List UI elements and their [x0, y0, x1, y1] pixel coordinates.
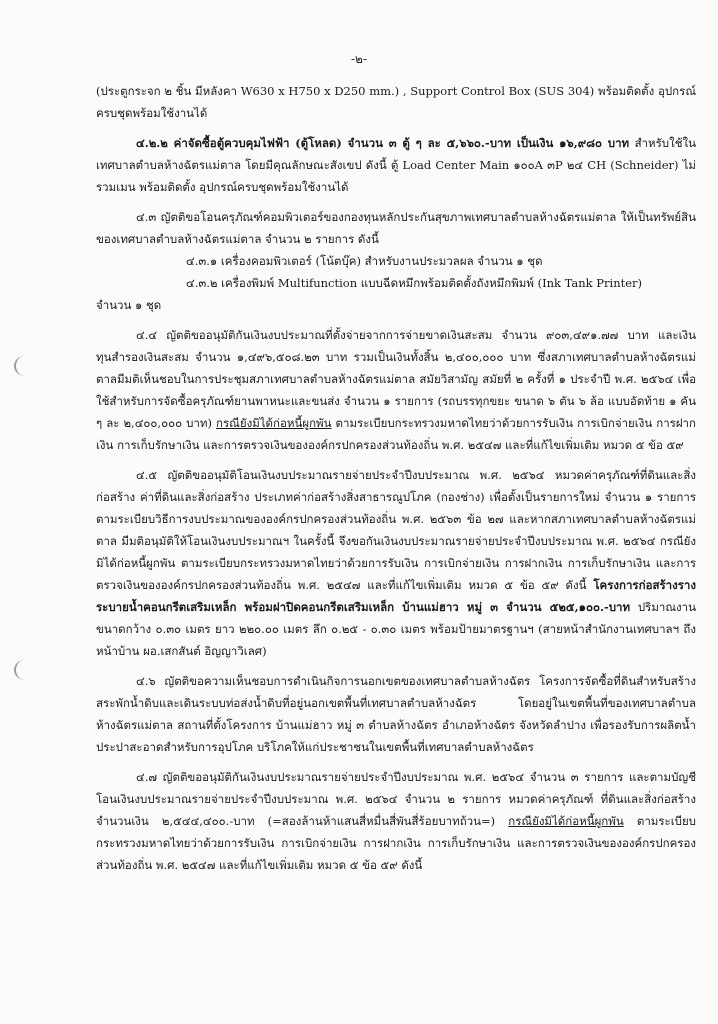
paragraph-text: ๔.๗ ญัตติขออนุมัติกันเงินงบประมาณรายจ่ายประจำปีงบประมาณ พ.ศ. ๒๕๖๔ จำนวน ๓ รายการ และตามบัญชีโอนเงินงบประมาณรายจ่ายประจำปีงบประมาณ พ.ศ. ๒๕๖๔ จำนวน ๒ รายการ หมวดค่าครุภัณฑ์ ที่ดินและสิ่งก่อสร้าง จำนวนเงิน ๒,๕๔๔,๔๐๐.-บาท (=สองล้านห้าแสนสี่หมื่นสี่พันสี่ร้อยบาทถ้วน=) [96, 770, 696, 828]
paragraph-4-5 [96, 464, 696, 662]
punch-hole-mark [14, 660, 36, 680]
paragraph-text: (ประตูกระจก ๒ ชิ้น มีหลังคา W630 x H750 x D250 mm.) , Support Control Box (SUS 304) พร้อมติดตั้ง อุปกรณ์ครบชุดพร้อมใช้งานได้ [96, 84, 696, 120]
paragraph-text: ๔.๕ ญัตติขออนุมัติโอนเงินงบประมาณรายจ่ายประจำปีงบประมาณ พ.ศ. ๒๕๖๔ หมวดค่าครุภัณฑ์ที่ดินและสิ่งก่อสร้าง ค่าที่ดินและสิ่งก่อสร้าง ประเภทค่าก่อสร้างสิ่งสาธารณูปโภค (กองช่าง) เพื่อตั้งเป็นรายการใหม่ จำนวน ๑ รายการ ตามระเบียบวิธีการงบประมาณขององค์กรปกครองส่วนท้องถิ่น พ.ศ. ๒๕๖๓ ข้อ ๒๗ และหากสภาเทศบาลตำบลห้างฉัตรแม่ตาล มีมติอนุมัติให้โอนเงินงบประมาณฯ ในครั้งนี้ จึงขอกันเงินงบประมาณรายจ่ายประจำปีงบประมาณ พ.ศ. ๒๕๖๔ กรณียังมิได้ก่อหนี้ผูกพัน ตามระเบียบกระทรวงมหาดไทยว่าด้วยการรับเงิน การเบิกจ่ายเงิน การฝากเงิน การเก็บรักษาเงิน และการตรวจเงินขององค์กรปกครองส่วนท้องถิ่น พ.ศ. ๒๕๔๗ และที่แก้ไขเพิ่มเติม หมวด ๕ ข้อ ๕๙ ดังนี้ [96, 468, 696, 592]
project-title-bold: โครงการก่อสร้างรางระบายน้ำคอนกรีตเสริมเหล็ก พร้อมฝาปิดคอนกรีตเสริมเหล็ก บ้านแม่ฮาว หมู่ ๓ จำนวน ๕๒๕,๑๐๐.-บาท [96, 578, 696, 614]
sub-item-4-3-2-continuation [96, 294, 696, 316]
sub-item-4-3-2 [96, 272, 696, 294]
paragraph-text: ๔.๓ ญัตติขอโอนครุภัณฑ์คอมพิวเตอร์ของกองทุนหลักประกันสุขภาพเทศบาลตำบลห้างฉัตรแม่ตาล ให้เป็นทรัพย์สินของเทศบาลตำบลห้างฉัตรแม่ตาล จำนวน ๒ รายการ ดังนี้ [96, 210, 696, 246]
document-body [96, 80, 696, 884]
punch-hole-mark [14, 356, 36, 376]
page-number: -๒- [350, 52, 368, 66]
sub-item-text: ๔.๓.๒ เครื่องพิมพ์ Multifunction แบบฉีดหมึกพร้อมติดตั้งถังหมึกพิมพ์ (Ink Tank Printer) [186, 276, 643, 290]
paragraph-text: ตามระเบียบกระทรวงมหาดไทยว่าด้วยการรับเงิน การเบิกจ่ายเงิน การฝากเงิน การเก็บรักษาเงิน และการตรวจเงินขององค์กรปกครองส่วนท้องถิ่น พ.ศ. ๒๕๔๗ และที่แก้ไขเพิ่มเติม หมวด ๕ ข้อ ๕๙ ดังนี้ [96, 814, 696, 872]
paragraph-4-6 [96, 670, 696, 758]
paragraph-text: ๔.๔ ญัตติขออนุมัติกันเงินงบประมาณที่ตั้งจ่ายจากการจ่ายขาดเงินสะสม จำนวน ๙๐๓,๔๙๑.๗๗ บาท และเงินทุนสำรองเงินสะสม จำนวน ๑,๔๙๖,๕๐๘.๒๓ บาท รวมเป็นเงินทั้งสิ้น ๒,๔๐๐,๐๐๐ บาท ซึ่งสภาเทศบาลตำบลห้างฉัตรแม่ตาลมีมติเห็นชอบในการประชุมสภาเทศบาลตำบลห้างฉัตรแม่ตาล สมัยวิสามัญ สมัยที่ ๒ ครั้งที่ ๑ ประจำปี พ.ศ. ๒๕๖๔ เพื่อใช้สำหรับการจัดซื้อครุภัณฑ์ยานพาหนะและขนส่ง จำนวน ๑ รายการ (รถบรรทุกขยะ ขนาด ๖ ตัน ๖ ล้อ แบบอัดท้าย ๑ คัน ๆ ละ ๒,๔๐๐,๐๐๐ บาท) [96, 328, 696, 430]
underlined-condition: กรณียังมิได้ก่อหนี้ผูกพัน [216, 416, 332, 430]
paragraph-4-7 [96, 766, 696, 876]
sub-item-text: ๔.๓.๑ เครื่องคอมพิวเตอร์ (โน้ตบุ๊ค) สำหรับงานประมวลผล จำนวน ๑ ชุด [186, 254, 543, 268]
paragraph-text: ตามระเบียบกระทรวงมหาดไทยว่าด้วยการรับเงิน การเบิกจ่ายเงิน การฝากเงิน การเก็บรักษาเงิน และการตรวจเงินขององค์กรปกครองส่วนท้องถิ่น พ.ศ. ๒๕๔๗ และที่แก้ไขเพิ่มเติม หมวด ๕ ข้อ ๕๙ [96, 416, 696, 452]
paragraph-text: ๔.๖ ญัตติขอความเห็นชอบการดำเนินกิจการนอกเขตของเทศบาลตำบลห้างฉัตร โครงการจัดซื้อที่ดินสำหรับสร้างสระพักน้ำดิบและเดินระบบท่อส่งน้ำดิบที่อยู่นอกเขตพื้นที่เทศบาลตำบลห้างฉัตร โดยอยู่ในเขตพื้นที่ของเทศบาลตำบลห้างฉัตรแม่ตาล สถานที่ตั้งโครงการ บ้านแม่ฮาว หมู่ ๓ ตำบลห้างฉัตร อำเภอห้างฉัตร จังหวัดลำปาง เพื่อรองรับการผลิตน้ำประปาสะอาดสำหรับการอุปโภค บริโภคให้แก่ประชาชนในเขตพื้นที่เทศบาลตำบลห้างฉัตร [96, 674, 696, 754]
item-heading-4-2-2: ๔.๒.๒ ค่าจัดซื้อตู้ควบคุมไฟฟ้า (ตู้โหลด) จำนวน ๓ ตู้ ๆ ละ ๕,๖๖๐.-บาท เป็นเงิน ๑๖,๙๘๐ บาท [136, 136, 630, 150]
paragraph-4-3 [96, 206, 696, 250]
paragraph-text: สำหรับใช้ในเทศบาลตำบลห้างฉัตรแม่ตาล โดยมีคุณลักษณะสังเขป ดังนี้ ตู้ Load Center Main ๑๐๐A ๓P ๒๔ CH (Schneider) ไม่รวมเมน พร้อมติดตั้ง อุปกรณ์ครบชุดพร้อมใช้งานได้ [96, 136, 697, 194]
paragraph-continuation [96, 80, 696, 124]
paragraph-4-4 [96, 324, 696, 456]
sub-item-4-3-1 [96, 250, 696, 272]
paragraph-4-2-2 [96, 132, 696, 198]
paragraph-text: ปริมาณงาน ขนาดกว้าง ๐.๓๐ เมตร ยาว ๒๒๐.๐๐ เมตร ลึก ๐.๒๕ - ๐.๓๐ เมตร พร้อมป้ายมาตรฐานฯ (สายหน้าสำนักงานเทศบาลฯ ถึงหน้าบ้าน ผอ.เสกสันต์ อิญญาวิเลศ) [96, 600, 696, 658]
underlined-condition: กรณียังมิได้ก่อหนี้ผูกพัน [508, 814, 624, 828]
sub-item-text: จำนวน ๑ ชุด [96, 298, 162, 312]
